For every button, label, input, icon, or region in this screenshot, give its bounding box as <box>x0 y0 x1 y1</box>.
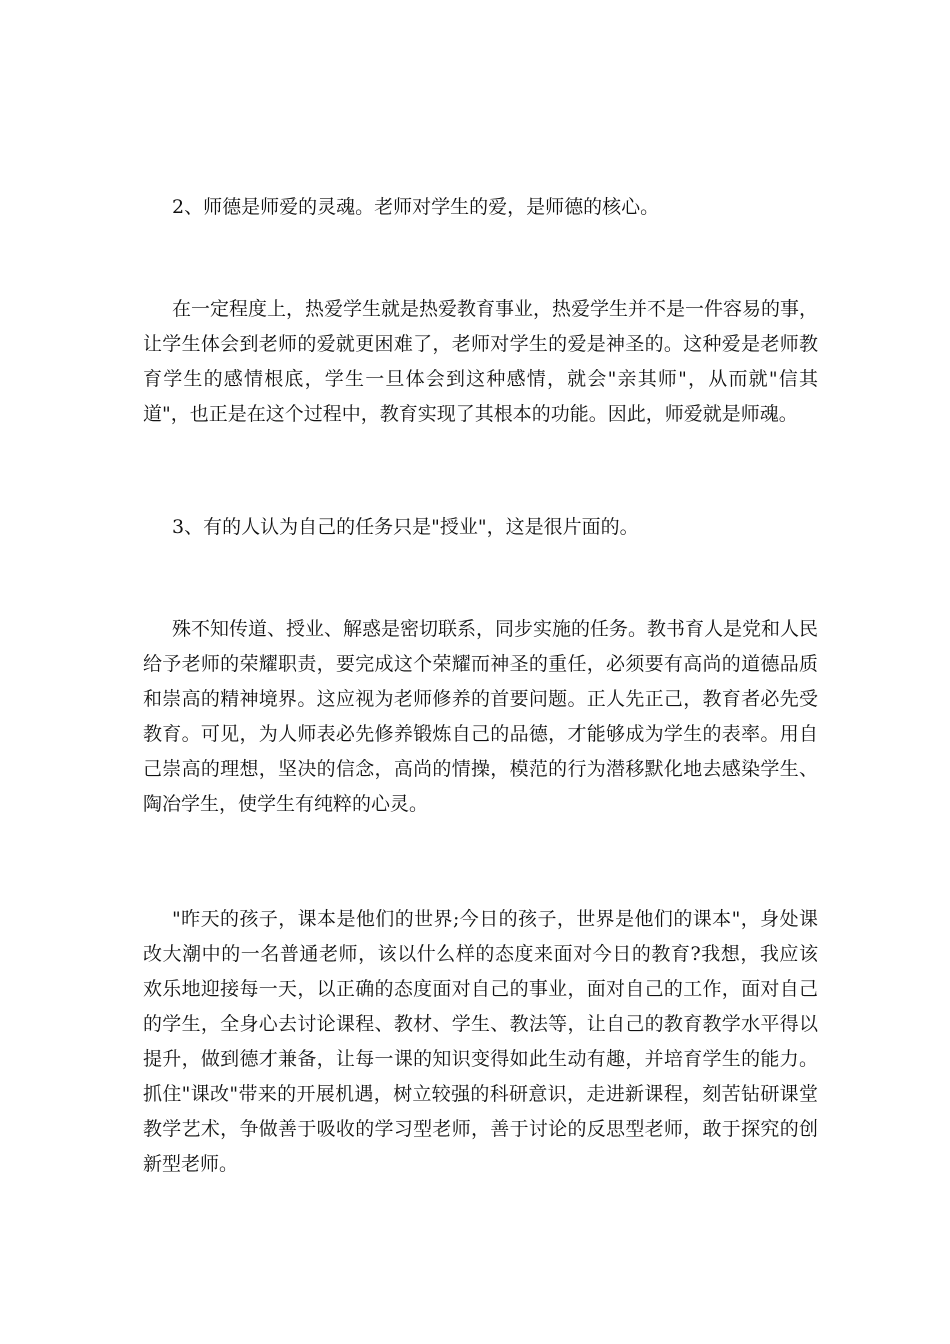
body-paragraph-teaching-duties: 殊不知传道、授业、解惑是密切联系，同步实施的任务。教书育人是党和人民给予老师的荣耀职责，要完成这个荣耀而神圣的重任，必须要有高尚的道德品质和崇高的精神境界。这应视为老师修养的首要问题。正人先正己，教育者必先受教育。可见，为人师表必先修养锻炼自己的品德，才能够成为学生的表率。用自己崇高的理想，坚决的信念，高尚的情操，模范的行为潜移默化地去感染学生、陶冶学生，使学生有纯粹的心灵。 <box>143 618 819 815</box>
section-heading-3: 3、有的人认为自己的任务只是"授业"，这是很片面的。 <box>172 516 639 538</box>
body-paragraph-teacher-love: 在一定程度上，热爱学生就是热爱教育事业，热爱学生并不是一件容易的事，让学生体会到老师的爱就更困难了，老师对学生的爱是神圣的。这种爱是老师教育学生的感情根底，学生一旦体会到这种感情，就会"亲其师"，从而就"信其道"，也正是在这个过程中，教育实现了其根本的功能。因此，师爱就是师魂。 <box>143 298 819 425</box>
body-paragraph-curriculum-reform: "昨天的孩子，课本是他们的世界;今日的孩子，世界是他们的课本"，身处课改大潮中的一名普通老师，该以什么样的态度来面对今日的教育?我想，我应该欢乐地迎接每一天，以正确的态度面对自己的事业，面对自己的工作，面对自己的学生，全身心去讨论课程、教材、学生、教法等，让自己的教育教学水平得以提升，做到德才兼备，让每一课的知识变得如此生动有趣，并培育学生的能力。抓住"课改"带来的开展机遇，树立较强的科研意识，走进新课程，刻苦钻研课堂教学艺术，争做善于吸收的学习型老师，善于讨论的反思型老师，敢于探究的创新型老师。 <box>143 908 818 1175</box>
section-heading-2: 2、师德是师爱的灵魂。老师对学生的爱，是师德的核心。 <box>172 196 660 218</box>
